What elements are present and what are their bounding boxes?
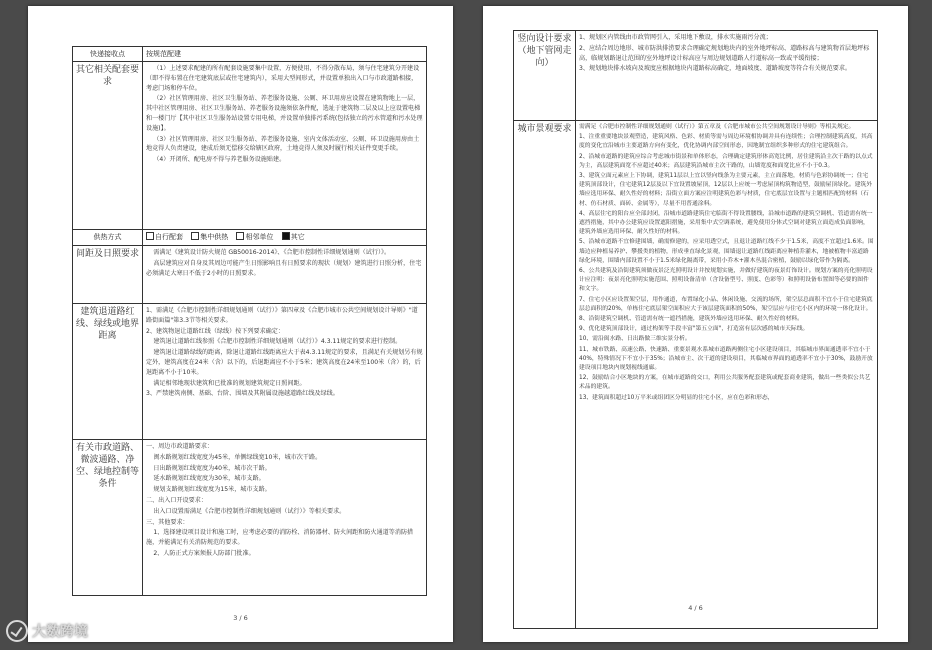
landscape-p10: 10、需沿闽水路、日出路做三维实景分析。 [579,336,691,343]
other-facilities-p2: （2）社区管理用房、社区卫生服务站、养老服务设施、公厕、环卫用房应设置在建筑物地上一层，其中社区管理用房、社区卫生服务站、养老服务设施须依条件配，选址于建筑物二层及以上应设置电梯和一楼门厅【其中社区卫生服务站设置专用电梯，并设置单独排污系统(包括独立的污水管道和污水处理设施)】。 [146,95,423,132]
vertical-design-label: 竖向设计要求（地下管网走向） [514,31,576,121]
watermark-logo [6,620,88,642]
heating-option-central: 集中供热 [191,233,228,241]
setback-p2: 2、建筑物退让道路红线（绿线）按下列要求确定： [146,327,284,335]
setback-row [73,304,427,440]
heating-option-other: 其它 [282,233,305,241]
heating-option-neighbor: 相邻单位 [236,233,273,241]
roads-p2: 闽水路规划红线宽度为45米，单侧绿线宽10米，城市次干路。 [153,453,322,461]
landscape-p11: 11、城市铁路、高速公路、快速路、重要景观水系城市道路两侧住宅小区建设项目，其临城市界面通透率不宜小于40%，特殊情况下不宜小于35%；沿城市主、次干道的建设项目，其临城市界面的通透率不宜小于30%，鼓励开放建设项目地块内规划视线通廊。 [579,346,873,372]
express-point-row [73,47,427,62]
landscape-text [576,121,878,629]
checkbox-icon [191,232,199,240]
roads-p3: 日出路规划红线宽度为40米，城市次干路。 [153,464,271,472]
roads-p4: 延水路规划红线宽度为30米，城市支路。 [153,475,265,483]
landscape-p4: 4、高层住宅的阳台应全部封闭，沿城市道路建筑住宅临街不得设置腰线，沿城市道路的建筑空调机、管道需有统一遮挡措施，其中办公建筑应设置遮阳措施，采用集中式空调系统，避免使用分体式空调对建筑立面造成负面影响，建筑外墙应选用环保、耐久性好的材料。 [579,210,873,236]
setback-p3: 建筑退让道路红线参照《合肥市控制性详细规划通则（试行）》4.3.11规定的要求进行控制。 [153,338,402,346]
setback-p6: 3、严禁建筑南侧、基础、台阶、围墙及其附属设施越道路红线及绿线。 [146,390,339,398]
page-number: 4 / 6 [688,604,703,612]
heating-row [73,230,427,246]
heating-label: 供热方式 [73,230,143,246]
landscape-p6: 6、公共建筑及沿街建筑须做夜景泛光照明设计并按规划实施，并做好建筑的夜景灯饰设计。规划方案的亮化照明设计应注明：夜景亮化照明实施范围、照明设备清单（含设备型号、照度、色彩等）和照明设备布置图等必要的图件和文字。 [579,268,873,293]
roads-text [143,440,427,596]
other-facilities-p4: （4）开闭所、配电房不得与养老服务设施贴建。 [153,156,286,164]
other-facilities-text [143,62,427,230]
roads-p5: 规划支路规划红线宽度为15米，城市支路。 [153,486,271,494]
landscape-p9: 9、优化建筑顶部设计，通过构架等手段丰富"第五立面"，打造富有层次感的城市天际线。 [579,326,809,333]
roads-p6: 二、出入口开设要求： [146,496,207,504]
landscape-p7: 7、住宅小区应设置架空层，用作通道，布置绿化小品、休闲设施、交流的场所，架空层总面积不宜小于住宅建筑底层总面积的20%，单栋住宅底层架空面积应大于该层建筑面积的50%，架空层应与住宅小区内的环境一体化设计。 [579,296,873,312]
landscape-label: 城市景观要求 [514,121,576,629]
document-page-4 [483,6,908,642]
heating-option-self: 自行配套 [146,233,183,241]
setback-p1: 1、需满足《合肥市控制性详细规划通则（试行）》第四章及《合肥市城市公共空间规划设计导则》"道路街面篇"第3.3节等相关要求。 [146,307,418,324]
landscape-p1: 1、注重重要地块景观塑造，建筑风格、色彩、材质等需与周边环境相协调并具有连续性；合理控制建筑高度，其高度的变化宜沿城市主要道路方向有变化，优化协调内部空间形态，因地制宜组织多种形式的住宅建筑组合。 [579,134,873,150]
spacing-label: 间距及日照要求 [73,246,143,304]
roads-row [73,440,427,596]
spacing-p1: 需满足《建筑设计防火规范 GB50016-2014》、《合肥市控制性详细规划通则（试行）》。 [153,249,391,256]
vertical-p1: 1、规划区内管线由市政管网引入，采用地下敷设，排水实施雨污分流； [579,34,772,41]
roads-p9: 1、选择建设项目设计和施工时，应考虑必要的消防栓、消防器材、防火间距和防火通道等消防措施，并能满足有关消防规范的要求。 [146,529,414,547]
spacing-text [143,246,427,304]
landscape-p5: 5、沿城市道路不宜修建围墙，确需修建的，应采用透空式，且退让道路红线不少于1.5米，高度不宜超过1.6米。围墙边应种植易养护、攀援类的植物，形成垂直绿化景观，围墙退让道路红线距离应种植乔灌木，地被植物丰富道路绿化环境，围墙内部设置不小于1.5米绿化隔离带，采用小乔木+灌木丛混合密植，鼓励以绿化带作为隔离。 [579,239,874,264]
roads-p7: 出入口设置需满足《合肥市控制性详细规划通则（试行）》等相关要求。 [153,507,346,515]
checkbox-icon [236,232,244,240]
landscape-p13: 13、建筑面积超过10万平米或组团区分明显的住宅小区，应在色彩和形态， [579,394,774,401]
vertical-design-row [514,31,878,121]
vertical-p2: 2、应结合周边地形、城市防洪排涝要求合理确定规划地块内的室外地坪标高、道路标高与建筑物首层地坪标高，临规划路退让范围的室外地坪设计标高应与周边规划道路人行道标高一致或平缓衔接； [579,44,870,62]
other-facilities-p3: （3）社区管理用房、社区卫生服务站、养老服务设施、室内文体活动室、公厕、环卫设施用房由土地竞得人负责建设，建成后须无偿移交给辖区政府，土地竞得人须及时履行相关证件变更手续。 [146,135,420,153]
watermark-text: 大数跨境 [32,624,88,640]
checkbox-icon [146,232,154,240]
other-facilities-p1: （1）上述要求配建的所有配套设施要集中设置，方便使用，不得分散布局，须与住宅建筑分开建设（即不得布置在住宅建筑底层或住宅建筑内），采用大型间形式，并设置单独出入口与市政道路相接，考虑门场和停车位。 [146,65,420,92]
heating-options [143,230,427,246]
roads-label: 有关市政道路、微波通路、净空、绿地控制等条件 [73,440,143,596]
landscape-p3: 3、建筑立面元素应上下协调，建筑11层以上宜以竖向线条为主要元素，主立面落地，材质与色彩协调统一；住宅建筑顶部设计，住宅建筑12层及以下宜设置坡屋顶，12层以上应统一考虑屋顶构筑物造型，鼓励屋顶绿化。建筑外墙应选用环保、耐久性好的材料；沿街立面方案应注明建筑色彩与材质，住宅底层宜设置与主题相匹配的材料（石材、仿石材质、面砖、金属等），尽量不用普通涂料。 [579,173,873,207]
planning-conditions-table-left [72,46,427,596]
vertical-design-text [576,31,878,121]
express-point-value: 按规范配建 [143,47,427,62]
setback-p4: 建筑退让道路绿线的距离，除退让道路红线距离应大于表4.3.11规定的要求，且满足有关规划另有规定外，建筑高度在24米（含）以下的，后退距离应不小于5米；建筑高度在24米至100米（含）的，后退距离不小于10米。 [146,349,423,376]
page-number: 3 / 6 [233,614,248,622]
spacing-row [73,246,427,304]
roads-p1: 一、周边市政道路要求： [146,443,214,450]
planning-conditions-table-right [513,30,878,629]
other-facilities-row [73,62,427,230]
roads-p8: 三、其他要求： [146,518,189,526]
setback-label: 建筑退道路红线、绿线或地界距离 [73,304,143,440]
other-facilities-label: 其它相关配套要求 [73,62,143,230]
landscape-p8: 8、沿街建筑空调机、管道需有统一遮挡措施，建筑外墙应选用环保、耐久性好的材料。 [579,316,803,323]
setback-p5: 满足相邻地现状建筑和已批准的规划建筑规定日照间距。 [153,379,306,387]
spacing-p2: 高层建筑应对自身及其周边可能产生日照影响且有日照要求的现状（规划）建筑进行日照分析，住宅必须满足大寒日不低于2小时的日照要求。 [146,259,422,277]
landscape-p2: 2、沿城市道路的建筑应综合考虑城市街景和单体形态，合理确定建筑形体高宽比例，居住建筑沿主次干路的以点式为主，高层建筑面宽不应超过40米；高层建筑沿城市主次干路的，山墙宽度和面宽比应不小于0.3。 [579,153,873,169]
brand-logo-icon [6,620,28,642]
landscape-p12: 12、鼓励结合小区地块的方案，在城市道路的交口，利用公共服务配套建筑或配套商业建筑，做出一些类似公共艺术品的建筑。 [579,375,871,391]
express-point-label: 快递接收点 [73,47,143,62]
vertical-p3: 3、规划地块排水坡向及坡度应根据地块内道路标高确定，地面坡度、道路坡度等符合有关规范要求。 [579,65,852,73]
roads-p10: 2、人防正式方案须报人防部门批准。 [153,549,255,557]
document-page-3 [28,6,453,642]
landscape-p0: 需满足《合肥市控制性详细规划通则（试行）》第五章及《合肥市城市公共空间规划设计导则》等相关规定。 [579,124,855,130]
setback-text [143,304,427,440]
checked-checkbox-icon [282,232,290,240]
landscape-row [514,121,878,629]
